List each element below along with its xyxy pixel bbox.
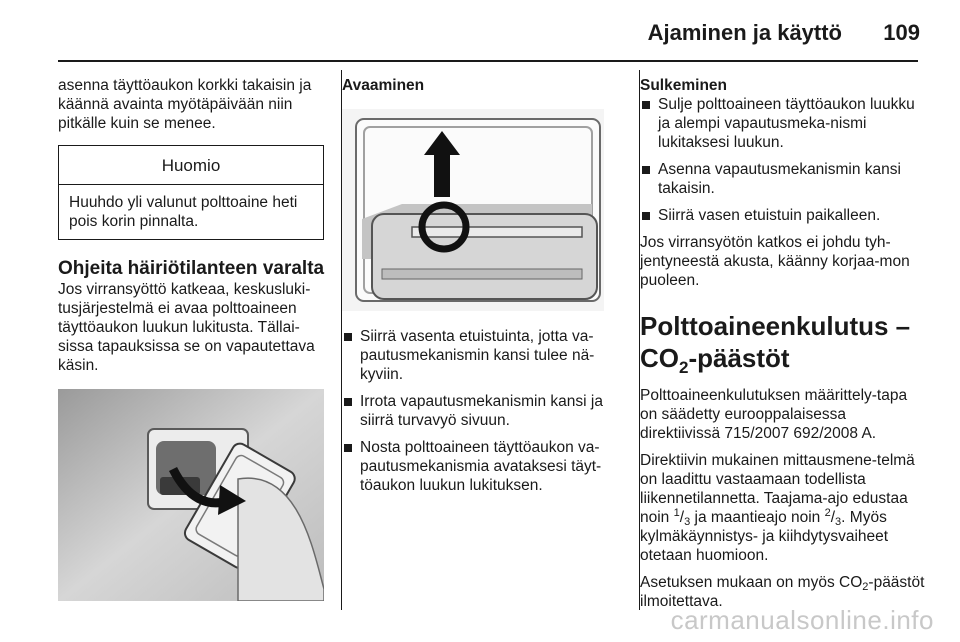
- note-text: Huuhdo yli valunut polttoaine heti pois korin pinnalta.: [69, 194, 298, 230]
- section-heading-closing: Sulkeminen: [640, 77, 727, 94]
- page-header-title: Ajaminen ja käyttö: [647, 20, 842, 45]
- list-item: Nosta polttoaineen täyttöaukon va-pautusmekanismia avataksesi täyt-töaukon luukun lukituksen.: [342, 438, 622, 495]
- intro-paragraph: asenna täyttöaukon korkki takaisin ja käännä avainta myötäpäivään niin pitkälle kuin se menee.: [58, 77, 312, 132]
- page-number: 109: [883, 20, 920, 45]
- consumption-paragraph-3: Asetuksen mukaan on myös CO2-päästöt ilmoitettava.: [640, 574, 925, 610]
- note-title: Huomio: [59, 146, 323, 185]
- list-item: Siirrä vasen etuistuin paikalleen.: [640, 206, 925, 225]
- closing-note: Jos virransyötön katkos ei johdu tyh-jentyneestä akusta, käänny korjaa-mon puoleen.: [640, 234, 910, 289]
- note-box: [58, 145, 324, 240]
- list-item: Asenna vapautusmekanismin kansi takaisin.: [640, 160, 925, 198]
- header-divider: [58, 60, 918, 62]
- consumption-paragraph-1: Polttoaineenkulutuksen määrittely-tapa on säädetty eurooppalaisessa direktiivissä 715/2007 692/2008 A.: [640, 387, 908, 442]
- opening-steps-list: [342, 327, 622, 495]
- fuel-door-illustration: [58, 389, 324, 601]
- list-item: Siirrä vasenta etuistuinta, jotta va-pautusmekanismin kansi tulee nä-kyviin.: [342, 327, 622, 384]
- section-title-consumption: Polttoaineenkulutus – $CO_2$-päästöt: [640, 311, 911, 377]
- column-3: [640, 76, 925, 611]
- section-heading-opening: Avaaminen: [342, 77, 425, 94]
- column-1: [58, 76, 326, 601]
- bullet-icon: [642, 101, 650, 109]
- bullet-icon: [344, 333, 352, 341]
- list-item: Sulje polttoaineen täyttöaukon luukku ja alempi vapautusmeka-nismi lukitaksesi luukun.: [640, 95, 925, 152]
- closing-steps-list: [640, 95, 925, 225]
- release-mechanism-illustration: [342, 109, 604, 311]
- bullet-icon: [642, 166, 650, 174]
- list-item: Irrota vapautusmekanismin kansi ja siirrä turvavyö sivuun.: [342, 392, 622, 430]
- section-title-malfunction: Ohjeita häiriötilanteen varalta: [58, 258, 325, 279]
- consumption-paragraph-2: Direktiivin mukainen mittausmene-telmä on laadittu vastaamaan todellista liikennetilannetta. Taajama-ajo edustaa noin $^1$/3 ja maantieajo noin $^2$/3. Myös kylmäkäynnistys- ja kiihdytysvaiheet otetaan huomioon.: [640, 452, 915, 564]
- section-text-malfunction: Jos virransyöttö katkeaa, keskusluki-tusjärjestelmä ei avaa polttoaineen täyttöaukon luukun lukitusta. Tällai-sissa tapauksissa se on vapautettava käsin.: [58, 281, 315, 374]
- bullet-icon: [642, 212, 650, 220]
- bullet-icon: [344, 444, 352, 452]
- watermark: carmanualsonline.info: [670, 605, 934, 635]
- column-2: [342, 76, 622, 503]
- bullet-icon: [344, 398, 352, 406]
